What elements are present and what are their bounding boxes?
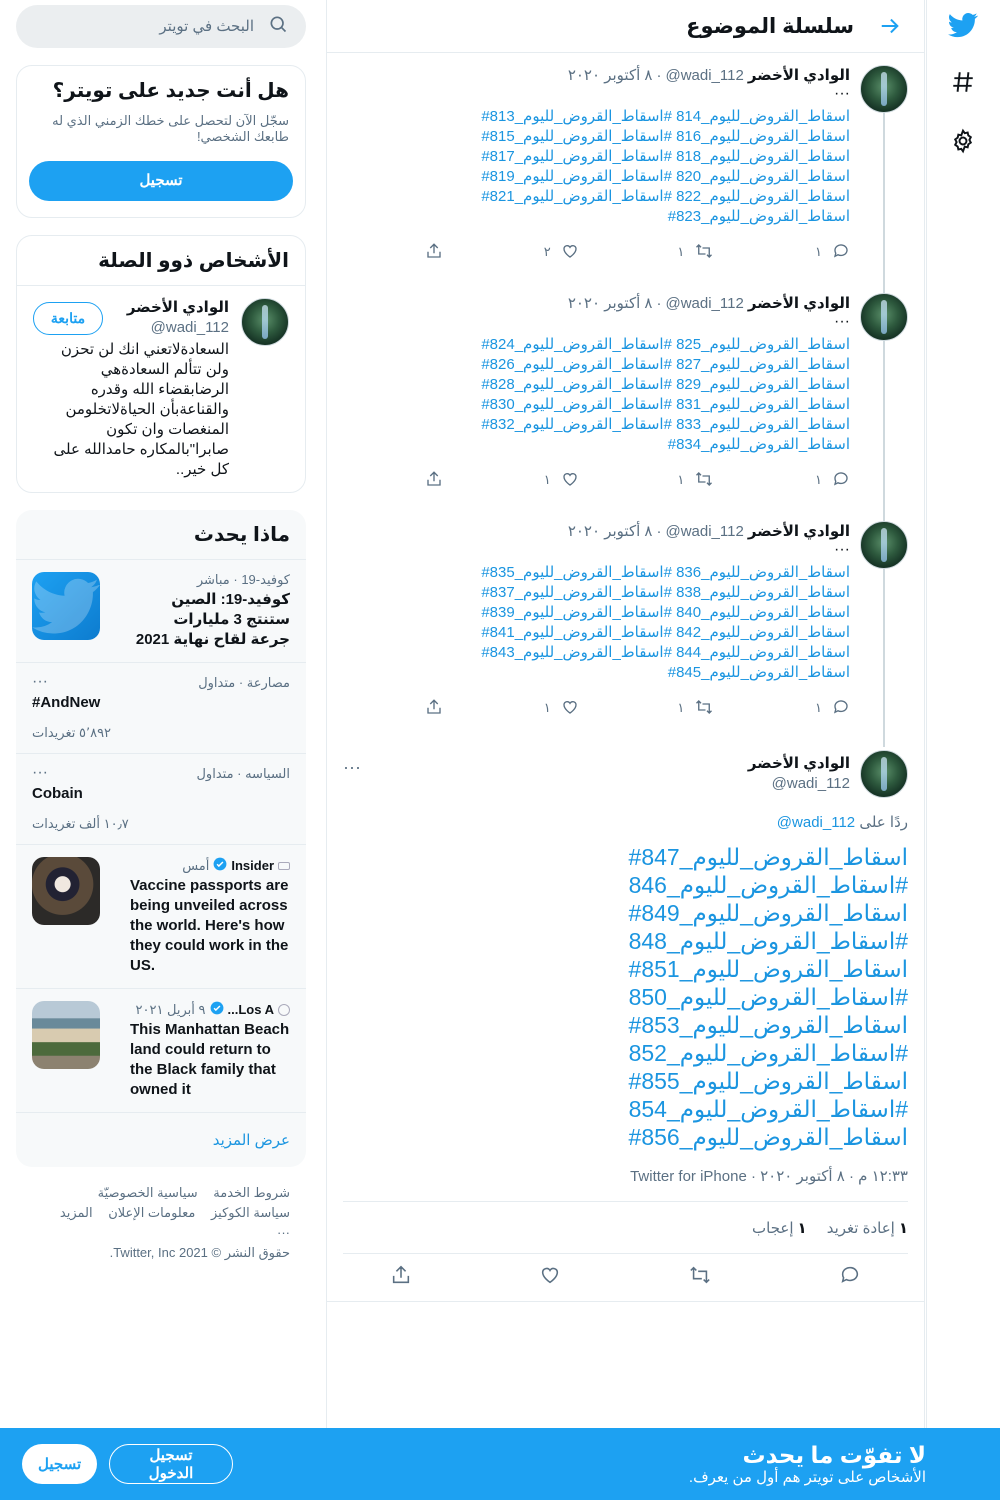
focused-tweet [327, 737, 924, 1302]
hashtag-line[interactable]: #اسقاط_القروض_لليوم_844 #اسقاط_القروض_لليوم_843 [481, 644, 850, 661]
show-more-link[interactable]: عرض المزيد [16, 1112, 306, 1167]
trend-count: ٥٬٨٩٢ تغريدات [32, 725, 112, 740]
reply-count: ١ [815, 700, 822, 715]
hashtag-line[interactable]: #اسقاط_القروض_لليوم_855 #اسقاط_القروض_لليوم_854 [628, 1068, 908, 1122]
back-arrow-icon[interactable] [872, 8, 908, 44]
share-action[interactable] [425, 242, 443, 263]
like-stat[interactable] [752, 1219, 807, 1237]
more-options-icon[interactable]: ··· [32, 673, 48, 690]
news-when: أمس [182, 857, 210, 873]
reply-action[interactable] [750, 698, 850, 719]
signup-card-text: سجّل الآن لتحصل على خطك الزمني الذي له طابعك الشخصي! [52, 113, 289, 144]
hashtag-line[interactable]: #اسقاط_القروض_لليوم_829 #اسقاط_القروض_لليوم_828 [481, 376, 850, 393]
hashtag-line[interactable]: #اسقاط_القروض_لليوم_842 #اسقاط_القروض_لليوم_841 [481, 624, 850, 641]
sidebar [16, 0, 306, 1279]
like-heart-icon[interactable] [561, 242, 579, 263]
hashtag-line[interactable]: #اسقاط_القروض_لليوم_847 #اسقاط_القروض_لليوم_846 [628, 844, 908, 898]
thread-connector [883, 113, 885, 281]
trend-title: Cobain [32, 785, 83, 802]
reply-to-handle-link[interactable]: @wadi_112 [776, 814, 856, 831]
news-item[interactable] [16, 988, 306, 1112]
verified-badge-icon [210, 1001, 224, 1018]
page-title: سلسلة الموضوع [686, 14, 854, 38]
news-title: Vaccine passports are being unveiled across the world. Here's how they could work in the US. [130, 877, 289, 974]
footer-more-link[interactable]: المزيد ··· [59, 1205, 290, 1240]
news-title: This Manhattan Beach land could return to the Black family that owned it [130, 1021, 290, 1098]
trend-category: كوفيد-19 · مباشر [196, 572, 290, 587]
like-heart-icon[interactable] [539, 1264, 561, 1291]
footer-ads-link[interactable]: معلومات الإعلان [108, 1205, 196, 1220]
like-heart-icon[interactable] [561, 698, 579, 719]
banner-title: لا تفوّت ما يحدث [742, 1442, 926, 1468]
tweet-spacer [343, 265, 850, 281]
related-person[interactable] [17, 285, 305, 492]
thread-header [327, 0, 924, 53]
trend-title: كوفيد-19: الصين ستنتج 3 مليارات جرعة لقاح نهاية 2021 [135, 591, 290, 648]
twitter-logo-icon[interactable] [948, 10, 978, 40]
share-action[interactable] [425, 470, 443, 491]
tweet-date[interactable]: ٨ أكتوبر ٢٠٢٠ [567, 295, 653, 312]
tweet-actions [425, 467, 850, 493]
avatar[interactable] [860, 293, 908, 341]
hashtag-line[interactable]: #اسقاط_القروض_لليوم_851 #اسقاط_القروض_لليوم_850 [628, 956, 908, 1010]
tweet-spacer [343, 493, 850, 509]
focused-tweet-header [343, 749, 908, 799]
hashtag-line[interactable]: #اسقاط_القروض_لليوم_827 #اسقاط_القروض_لليوم_826 [481, 356, 850, 373]
avatar[interactable] [860, 65, 908, 113]
tweet-actions [425, 239, 850, 265]
trend-title: #AndNew [32, 694, 101, 711]
hashtag-line[interactable]: #اسقاط_القروض_لليوم_838 #اسقاط_القروض_لليوم_837 [481, 584, 850, 601]
trends-title: ماذا يحدث [193, 524, 290, 546]
signup-button[interactable]: تسجيل [29, 161, 293, 201]
explore-hashtag-icon[interactable] [948, 67, 978, 97]
trend-category: السياسه · متداول [196, 766, 290, 781]
hashtag-line[interactable]: #اسقاط_القروض_لليوم_823 [667, 208, 850, 225]
like-count: ١ [543, 472, 551, 487]
footer-cookies-link[interactable]: سياسة الكوكيز [210, 1205, 290, 1220]
person-handle[interactable]: @wadi_112 [150, 319, 229, 336]
thread-tweet[interactable] [327, 53, 924, 281]
hashtag-line[interactable]: #اسقاط_القروض_لليوم_840 #اسقاط_القروض_لليوم_839 [481, 604, 850, 621]
tweet-timestamp[interactable]: ١٢:٣٣ م · ٨ أكتوبر ٢٠٢٠ · Twitter for iPhone [343, 1167, 908, 1202]
follow-button[interactable]: متابعة [33, 302, 103, 335]
like-label: إعجاب [752, 1219, 794, 1237]
meta-separator: · [656, 294, 662, 312]
hashtag-line[interactable]: #اسقاط_القروض_لليوم_822 #اسقاط_القروض_لليوم_821 [481, 188, 850, 205]
footer-terms-link[interactable]: شروط الخدمة [213, 1185, 290, 1200]
tweet-text [343, 107, 850, 227]
reply-icon[interactable] [832, 470, 850, 491]
thread-list [327, 53, 924, 737]
like-count: ٢ [543, 244, 551, 259]
footer [16, 1167, 306, 1279]
tweet-stats [343, 1202, 908, 1254]
avatar[interactable] [860, 750, 908, 798]
person-name[interactable]: الوادي الأخضر [126, 299, 229, 316]
more-options-icon[interactable]: ··· [834, 313, 850, 330]
thread-tweet[interactable] [327, 509, 924, 737]
tweet-date[interactable]: ٨ أكتوبر ٢٠٢٠ [567, 523, 653, 540]
hashtag-line[interactable]: #اسقاط_القروض_لليوم_836 #اسقاط_القروض_لليوم_835 [481, 564, 850, 581]
tweet-date[interactable]: ٨ أكتوبر ٢٠٢٠ [567, 67, 653, 84]
trend-count: ١٠٫٧ ألف تغريدات [32, 816, 129, 831]
retweet-icon[interactable] [694, 470, 714, 491]
retweet-count: ١ [677, 472, 685, 487]
footer-privacy-link[interactable]: سياسية الخصوصيّة [97, 1185, 198, 1200]
footer-copyright: حقوق النشر © 2021 Twitter, Inc. [109, 1245, 290, 1260]
hashtag-line[interactable]: #اسقاط_القروض_لليوم_820 #اسقاط_القروض_لليوم_819 [481, 168, 850, 185]
meta-separator: · [656, 66, 662, 84]
trend-item[interactable] [16, 559, 306, 662]
author-handle[interactable]: @wadi_112 [771, 775, 850, 792]
reply-icon[interactable] [839, 1264, 861, 1291]
focused-tweet-text [343, 843, 908, 1151]
retweet-action[interactable] [614, 470, 714, 491]
reply-icon[interactable] [832, 242, 850, 263]
verified-badge-icon [213, 857, 227, 874]
reply-icon[interactable] [832, 698, 850, 719]
like-action[interactable] [479, 698, 579, 719]
author-name[interactable]: الوادي الأخضر [747, 523, 850, 540]
news-source: Insider [231, 858, 274, 873]
search-icon [268, 14, 288, 39]
retweet-icon[interactable] [694, 242, 714, 263]
retweet-count: ١ [898, 1219, 908, 1237]
banner-signup-button[interactable]: تسجيل [22, 1444, 97, 1484]
signup-banner [0, 1428, 1000, 1500]
focused-tweet-actions [327, 1254, 924, 1302]
retweet-label: إعادة تغريد [826, 1219, 895, 1237]
hashtag-line[interactable]: #اسقاط_القروض_لليوم_814 #اسقاط_القروض_لليوم_813 [481, 108, 850, 125]
signup-card-title: هل أنت جديد على تويتر؟ [52, 80, 289, 102]
hashtag-line[interactable]: #اسقاط_القروض_لليوم_849 #اسقاط_القروض_لليوم_848 [628, 900, 908, 954]
share-action[interactable] [425, 698, 443, 719]
retweet-count: ١ [677, 700, 685, 715]
avatar[interactable] [241, 298, 289, 346]
trends-card [16, 510, 306, 1167]
retweet-icon[interactable] [694, 698, 714, 719]
signup-card [16, 65, 306, 218]
reply-count: ١ [815, 244, 822, 259]
author-name[interactable]: الوادي الأخضر [747, 755, 850, 772]
author-handle[interactable]: @wadi_112 [665, 522, 744, 540]
search-input[interactable] [74, 18, 254, 35]
related-people-card [16, 235, 306, 493]
tweet-text [343, 563, 850, 683]
author-name[interactable]: الوادي الأخضر [747, 67, 850, 84]
like-action[interactable] [479, 242, 579, 263]
like-heart-icon[interactable] [561, 470, 579, 491]
tweet-actions [425, 695, 850, 721]
thread-connector [883, 737, 885, 747]
more-options-icon[interactable]: ··· [343, 757, 361, 777]
news-item[interactable] [16, 844, 306, 988]
hashtag-line[interactable]: #اسقاط_القروض_لليوم_845 [667, 664, 850, 681]
trend-item[interactable] [16, 753, 306, 844]
settings-gear-icon[interactable] [948, 126, 978, 156]
like-action[interactable] [479, 470, 579, 491]
hashtag-line[interactable]: #اسقاط_القروض_لليوم_825 #اسقاط_القروض_لليوم_824 [481, 336, 850, 353]
trend-item[interactable] [16, 662, 306, 753]
related-people-title: الأشخاص ذوو الصلة [98, 250, 289, 272]
share-icon[interactable] [390, 1264, 412, 1291]
share-icon[interactable] [425, 242, 443, 263]
hashtag-line[interactable]: #اسقاط_القروض_لليوم_856 [628, 1124, 908, 1150]
search-bar[interactable] [16, 5, 306, 48]
reply-to-line [343, 813, 908, 831]
main-column [326, 0, 925, 1428]
banner-login-button[interactable]: تسجيل الدخول [109, 1444, 233, 1484]
avatar[interactable] [860, 521, 908, 569]
more-options-icon[interactable]: ··· [834, 541, 850, 558]
hashtag-line[interactable]: #اسقاط_القروض_لليوم_853 #اسقاط_القروض_لليوم_852 [628, 1012, 908, 1066]
trend-category: مصارعة · متداول [198, 675, 290, 690]
hashtag-line[interactable]: #اسقاط_القروض_لليوم_831 #اسقاط_القروض_لليوم_830 [481, 396, 850, 413]
twitter-bird-thumbnail-icon [32, 572, 100, 640]
like-count: ١ [797, 1219, 807, 1237]
more-options-icon[interactable]: ··· [834, 85, 850, 102]
retweet-stat[interactable] [827, 1219, 908, 1237]
like-count: ١ [543, 700, 551, 715]
hashtag-line[interactable]: #اسقاط_القروض_لليوم_833 #اسقاط_القروض_لليوم_832 [481, 416, 850, 433]
share-icon[interactable] [425, 470, 443, 491]
author-handle[interactable]: @wadi_112 [665, 294, 744, 312]
reply-action[interactable] [750, 242, 850, 263]
news-thumbnail [32, 1001, 100, 1069]
hashtag-line[interactable]: #اسقاط_القروض_لليوم_816 #اسقاط_القروض_لليوم_815 [481, 128, 850, 145]
tweet-spacer [343, 721, 850, 737]
retweet-icon[interactable] [688, 1264, 712, 1291]
meta-separator: · [656, 522, 662, 540]
nav-rail [926, 0, 1000, 1428]
tweet-text [343, 335, 850, 455]
more-options-icon[interactable]: ··· [32, 764, 48, 781]
news-source-logo-icon [278, 1004, 290, 1016]
retweet-action[interactable] [614, 242, 714, 263]
retweet-count: ١ [677, 244, 685, 259]
reply-prefix: ردًا على [859, 814, 908, 831]
author-handle[interactable]: @wadi_112 [665, 66, 744, 84]
retweet-action[interactable] [614, 698, 714, 719]
author-name[interactable]: الوادي الأخضر [747, 295, 850, 312]
hashtag-line[interactable]: #اسقاط_القروض_لليوم_834 [667, 436, 850, 453]
banner-subtitle: الأشخاص على تويتر هم أول من يعرف. [688, 1469, 926, 1486]
thread-tweet[interactable] [327, 281, 924, 509]
reply-action[interactable] [750, 470, 850, 491]
news-source-logo-icon [278, 862, 290, 870]
person-bio: السعادةلاتعني انك لن تحزن ولن تتألم السعادةهي الرضابقضاء الله وقدره والقناعةبأن الحياةلاتخلومن المنغصات وان تكون صابرا"بالمكاره حامدالله على كل خير.. [53, 341, 229, 478]
reply-count: ١ [815, 472, 822, 487]
hashtag-line[interactable]: #اسقاط_القروض_لليوم_818 #اسقاط_القروض_لليوم_817 [481, 148, 850, 165]
news-thumbnail [32, 857, 100, 925]
news-when: ٩ أبريل ٢٠٢١ [135, 1001, 206, 1017]
news-source: Los A... [227, 1002, 274, 1017]
share-icon[interactable] [425, 698, 443, 719]
